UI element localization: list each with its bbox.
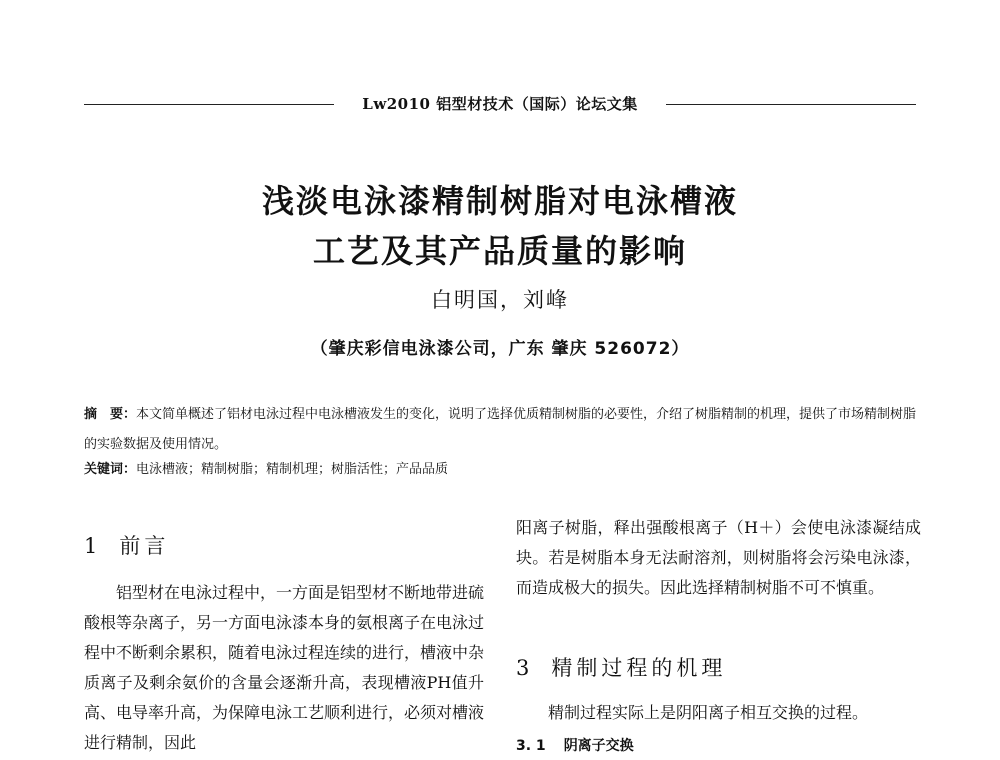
section-3-title: 精制过程的机理 [551, 656, 727, 680]
authors: 白明国，刘峰 [431, 288, 569, 312]
subsection-3-1-heading [516, 735, 634, 755]
abstract [84, 400, 924, 460]
subsection-3-1-number: 3. 1 [516, 738, 546, 754]
running-header: Lw2010 铝型材技术（国际）论坛文集 [335, 93, 665, 114]
abstract-label: 摘 要： [84, 407, 137, 422]
section-3-number: 3 [516, 656, 530, 680]
section-1-number: 1 [84, 534, 98, 558]
section-1-heading [84, 530, 169, 560]
keywords-label: 关键词： [84, 462, 137, 477]
section-3-paragraph: 精制过程实际上是阴阳离子相互交换的过程。 [548, 703, 869, 722]
right-column [516, 513, 921, 603]
paper-title-line-1: 浅淡电泳漆精制树脂对电泳槽液 [261, 182, 738, 220]
abstract-text: 本文简单概述了铝材电泳过程中电泳槽液发生的变化，说明了选择优质精制树脂的必要性，介绍了树脂精制的机理，提供了市场精制树脂的实验数据及使用情况。 [84, 407, 917, 452]
keywords-text: 电泳槽液；精制树脂；精制机理；树脂活性；产品品质 [136, 462, 449, 477]
subsection-3-1-title: 阴离子交换 [563, 738, 634, 754]
right-column-continuation: 阳离子树脂，释出强酸根离子（H＋）会使电泳漆凝结成块。若是树脂本身无法耐溶剂，则树脂将会污染电泳漆，而造成极大的损失。因此选择精制树脂不可不慎重。 [516, 518, 921, 597]
affiliation: （肇庆彩信电泳漆公司，广东 肇庆 526072） [310, 339, 690, 359]
section-3-heading [516, 652, 726, 682]
header-rule-right [666, 104, 916, 105]
section-1-paragraph: 铝型材在电泳过程中，一方面是铝型材不断地带进硫酸根等杂离子，另一方面电泳漆本身的氨根离子在电泳过程中不断剩余累积，随着电泳过程连续的进行，槽液中杂质离子及剩余氨价的含量会逐渐升高，表现槽液PH值升高、电导率升高，为保障电泳工艺顺利进行，必须对槽液进行精制，因此 [84, 583, 485, 752]
paper-title-line-2: 工艺及其产品质量的影响 [312, 232, 687, 270]
left-column [84, 578, 484, 758]
section-1-title: 前言 [119, 534, 170, 558]
keywords [84, 458, 924, 482]
header-rule-left [84, 104, 334, 105]
section-3-body [516, 698, 921, 728]
